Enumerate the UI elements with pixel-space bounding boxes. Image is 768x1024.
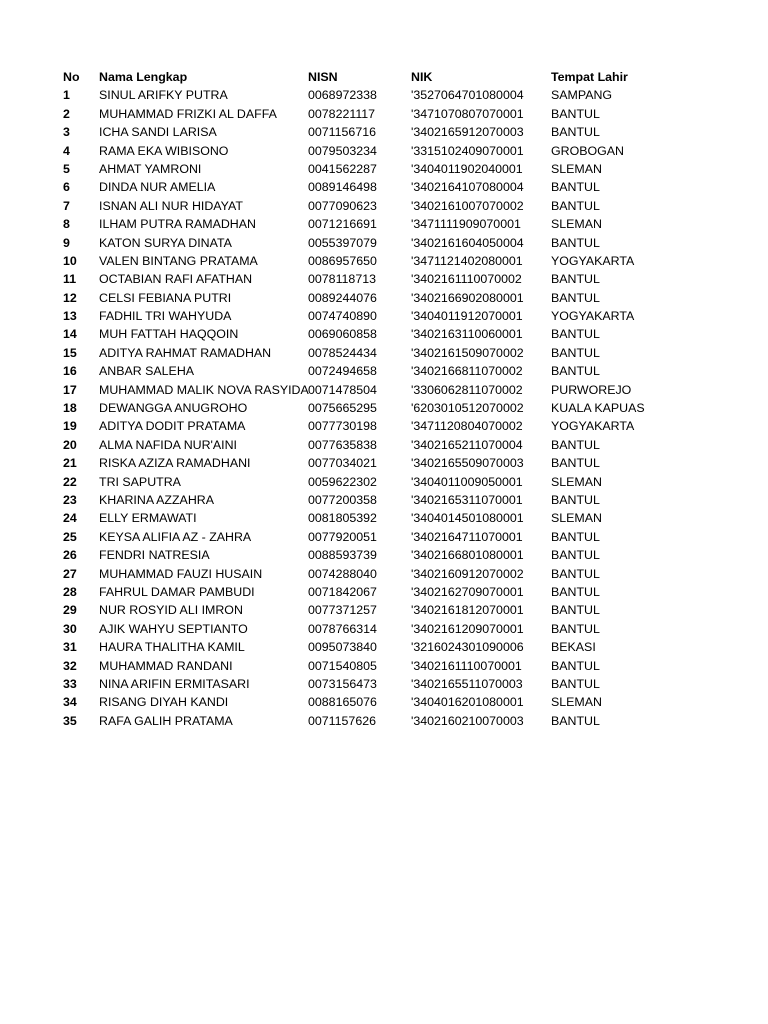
- cell-nik: '6203010512070002: [411, 401, 524, 416]
- cell-nisn: 0055397079: [308, 235, 377, 250]
- cell-nik: '3402165912070003: [411, 125, 524, 140]
- cell-nik: '3404011912070001: [411, 309, 523, 324]
- cell-tempat-lahir: GROBOGAN: [551, 143, 624, 158]
- cell-nisn: 0088593739: [308, 548, 377, 563]
- cell-no: 7: [63, 198, 70, 213]
- cell-nisn: 0077920051: [308, 529, 377, 544]
- table-row: [63, 601, 743, 619]
- table-row: [63, 307, 743, 325]
- cell-nama-lengkap: ADITYA RAHMAT RAMADHAN: [99, 345, 272, 360]
- cell-nisn: 0086957650: [308, 253, 377, 268]
- cell-no: 3: [63, 125, 70, 140]
- cell-nik: '3402161209070001: [411, 621, 524, 636]
- cell-nik: '3471111909070001: [411, 217, 521, 232]
- cell-nik: '3402165211070004: [411, 437, 523, 452]
- cell-nik: '3402160912070002: [411, 566, 524, 581]
- cell-tempat-lahir: BANTUL: [551, 492, 600, 507]
- cell-nik: '3402164711070001: [411, 529, 523, 544]
- cell-no: 17: [63, 382, 77, 397]
- cell-tempat-lahir: BANTUL: [551, 676, 600, 691]
- cell-nisn: 0073156473: [308, 676, 377, 691]
- cell-tempat-lahir: BANTUL: [551, 658, 600, 673]
- cell-no: 13: [63, 309, 77, 324]
- cell-tempat-lahir: SLEMAN: [551, 474, 602, 489]
- cell-tempat-lahir: BANTUL: [551, 106, 600, 121]
- cell-no: 33: [63, 676, 77, 691]
- cell-nama-lengkap: ILHAM PUTRA RAMADHAN: [99, 217, 256, 232]
- cell-nama-lengkap: FENDRI NATRESIA: [99, 548, 210, 563]
- table-row: [63, 583, 743, 601]
- cell-nisn: 0078766314: [308, 621, 377, 636]
- cell-no: 8: [63, 217, 70, 232]
- cell-nik: '3402163110060001: [411, 327, 523, 342]
- cell-nisn: 0071157626: [308, 713, 376, 728]
- cell-nik: '3306062811070002: [411, 382, 523, 397]
- cell-tempat-lahir: SLEMAN: [551, 511, 602, 526]
- cell-no: 4: [63, 143, 70, 158]
- cell-tempat-lahir: BANTUL: [551, 180, 600, 195]
- cell-nama-lengkap: ADITYA DODIT PRATAMA: [99, 419, 246, 434]
- cell-no: 28: [63, 584, 77, 599]
- cell-tempat-lahir: SAMPANG: [551, 88, 613, 103]
- table-row: [63, 381, 743, 399]
- cell-tempat-lahir: PURWOREJO: [551, 382, 632, 397]
- cell-nik: '3402166902080001: [411, 290, 524, 305]
- table-row: [63, 160, 743, 178]
- cell-tempat-lahir: BANTUL: [551, 125, 600, 140]
- cell-nama-lengkap: MUHAMMAD RANDANI: [99, 658, 233, 673]
- cell-nik: '3404014501080001: [411, 511, 524, 526]
- cell-tempat-lahir: YOGYAKARTA: [551, 419, 635, 434]
- cell-nama-lengkap: DEWANGGA ANUGROHO: [99, 401, 248, 416]
- cell-tempat-lahir: BANTUL: [551, 198, 600, 213]
- cell-nisn: 0068972338: [308, 88, 377, 103]
- cell-nisn: 0079503234: [308, 143, 377, 158]
- table-row: [63, 362, 743, 380]
- cell-no: 20: [63, 437, 77, 452]
- cell-no: 34: [63, 695, 77, 710]
- table-row: [63, 657, 743, 675]
- cell-no: 15: [63, 345, 77, 360]
- cell-nisn: 0071156716: [308, 125, 376, 140]
- header-nama-lengkap: Nama Lengkap: [99, 70, 188, 84]
- cell-nama-lengkap: RISANG DIYAH KANDI: [99, 695, 229, 710]
- cell-tempat-lahir: SLEMAN: [551, 695, 602, 710]
- cell-nik: '3402161110070002: [411, 272, 522, 287]
- cell-nisn: 0077090623: [308, 198, 377, 213]
- cell-nik: '3471070807070001: [411, 106, 524, 121]
- cell-nama-lengkap: OCTABIAN RAFI AFATHAN: [99, 272, 253, 287]
- cell-no: 10: [63, 253, 77, 268]
- cell-nama-lengkap: ANBAR SALEHA: [99, 364, 195, 379]
- cell-nama-lengkap: ICHA SANDI LARISA: [99, 125, 217, 140]
- table-row: [63, 142, 743, 160]
- cell-no: 35: [63, 713, 77, 728]
- table-row: [63, 417, 743, 435]
- cell-tempat-lahir: BANTUL: [551, 437, 600, 452]
- cell-nama-lengkap: DINDA NUR AMELIA: [99, 180, 216, 195]
- cell-nisn: 0069060858: [308, 327, 377, 342]
- cell-tempat-lahir: BANTUL: [551, 327, 600, 342]
- cell-nik: '3315102409070001: [411, 143, 524, 158]
- cell-no: 1: [63, 88, 70, 103]
- cell-nisn: 0089146498: [308, 180, 377, 195]
- cell-nama-lengkap: HAURA THALITHA KAMIL: [99, 640, 245, 655]
- cell-nik: '3402161509070002: [411, 345, 524, 360]
- header-nisn: NISN: [308, 70, 338, 84]
- cell-nama-lengkap: MUHAMMAD FRIZKI AL DAFFA: [99, 106, 277, 121]
- table-row: [63, 473, 743, 491]
- cell-no: 14: [63, 327, 77, 342]
- cell-tempat-lahir: BANTUL: [551, 603, 600, 618]
- cell-no: 22: [63, 474, 77, 489]
- cell-no: 24: [63, 511, 77, 526]
- cell-nisn: 0071842067: [308, 584, 377, 599]
- table-row: [63, 436, 743, 454]
- cell-tempat-lahir: BANTUL: [551, 345, 600, 360]
- table-row: [63, 565, 743, 583]
- cell-nisn: 0077635838: [308, 437, 377, 452]
- cell-nisn: 0071478504: [308, 382, 377, 397]
- table-header: [63, 68, 743, 86]
- cell-nisn: 0095073840: [308, 640, 377, 655]
- table-row: [63, 528, 743, 546]
- table-row: [63, 270, 743, 288]
- cell-nama-lengkap: VALEN BINTANG PRATAMA: [99, 253, 258, 268]
- cell-nik: '3402166801080001: [411, 548, 524, 563]
- cell-nik: '3402160210070003: [411, 713, 524, 728]
- cell-nik: '3404011009050001: [411, 474, 523, 489]
- cell-nisn: 0078118713: [308, 272, 376, 287]
- cell-nik: '3402165311070001: [411, 492, 523, 507]
- cell-nisn: 0071540805: [308, 658, 377, 673]
- student-table: [63, 68, 743, 730]
- cell-tempat-lahir: BEKASI: [551, 640, 596, 655]
- cell-tempat-lahir: BANTUL: [551, 456, 600, 471]
- cell-nik: '3402161007070002: [411, 198, 524, 213]
- cell-no: 25: [63, 529, 77, 544]
- cell-no: 12: [63, 290, 77, 305]
- cell-nama-lengkap: MUHAMMAD MALIK NOVA RASYIDA: [99, 382, 309, 397]
- cell-nama-lengkap: RAMA EKA WIBISONO: [99, 143, 229, 158]
- cell-no: 2: [63, 106, 70, 121]
- cell-nik: '3402164107080004: [411, 180, 524, 195]
- cell-tempat-lahir: BANTUL: [551, 272, 600, 287]
- cell-tempat-lahir: KUALA KAPUAS: [551, 401, 645, 416]
- table-row: [63, 86, 743, 104]
- cell-nama-lengkap: SINUL ARIFKY PUTRA: [99, 88, 228, 103]
- cell-nama-lengkap: FAHRUL DAMAR PAMBUDI: [99, 584, 255, 599]
- cell-nisn: 0078524434: [308, 345, 377, 360]
- cell-nik: '3402166811070002: [411, 364, 523, 379]
- table-row: [63, 252, 743, 270]
- cell-nisn: 0081805392: [308, 511, 377, 526]
- cell-nik: '3402162709070001: [411, 584, 524, 599]
- cell-tempat-lahir: BANTUL: [551, 584, 600, 599]
- cell-tempat-lahir: BANTUL: [551, 290, 600, 305]
- cell-nama-lengkap: KHARINA AZZAHRA: [99, 492, 214, 507]
- cell-no: 27: [63, 566, 77, 581]
- cell-no: 11: [63, 272, 77, 287]
- cell-nama-lengkap: FADHIL TRI WAHYUDA: [99, 309, 232, 324]
- cell-nisn: 0088165076: [308, 695, 377, 710]
- cell-nisn: 0074288040: [308, 566, 377, 581]
- table-row: [63, 712, 743, 730]
- cell-nama-lengkap: KATON SURYA DINATA: [99, 235, 232, 250]
- cell-nik: '3404016201080001: [411, 695, 524, 710]
- table-row: [63, 454, 743, 472]
- table-row: [63, 178, 743, 196]
- cell-nama-lengkap: NUR ROSYID ALI IMRON: [99, 603, 243, 618]
- cell-nama-lengkap: NINA ARIFIN ERMITASARI: [99, 676, 250, 691]
- cell-tempat-lahir: BANTUL: [551, 364, 600, 379]
- cell-no: 29: [63, 603, 77, 618]
- cell-tempat-lahir: BANTUL: [551, 621, 600, 636]
- table-row: [63, 693, 743, 711]
- table-row: [63, 325, 743, 343]
- cell-tempat-lahir: BANTUL: [551, 235, 600, 250]
- cell-nisn: 0077034021: [308, 456, 377, 471]
- cell-no: 9: [63, 235, 70, 250]
- header-no: No: [63, 70, 80, 84]
- cell-no: 5: [63, 161, 70, 176]
- table-row: [63, 675, 743, 693]
- header-nik: NIK: [411, 70, 433, 84]
- cell-no: 18: [63, 401, 77, 416]
- cell-tempat-lahir: BANTUL: [551, 548, 600, 563]
- cell-nik: '3402161604050004: [411, 235, 524, 250]
- cell-nisn: 0074740890: [308, 309, 377, 324]
- cell-nik: '3402161812070001: [411, 603, 524, 618]
- cell-nama-lengkap: TRI SAPUTRA: [99, 474, 181, 489]
- cell-nik: '3402165511070003: [411, 676, 523, 691]
- cell-nama-lengkap: ISNAN ALI NUR HIDAYAT: [99, 198, 243, 213]
- cell-nik: '3471121402080001: [411, 253, 523, 268]
- table-row: [63, 215, 743, 233]
- table-row: [63, 344, 743, 362]
- cell-nisn: 0077371257: [308, 603, 377, 618]
- table-row: [63, 289, 743, 307]
- cell-nama-lengkap: MUHAMMAD FAUZI HUSAIN: [99, 566, 263, 581]
- table-row: [63, 123, 743, 141]
- cell-no: 6: [63, 180, 70, 195]
- table-row: [63, 197, 743, 215]
- cell-nama-lengkap: CELSI FEBIANA PUTRI: [99, 290, 232, 305]
- cell-no: 31: [63, 640, 77, 655]
- cell-nisn: 0075665295: [308, 401, 377, 416]
- cell-nama-lengkap: MUH FATTAH HAQQOIN: [99, 327, 239, 342]
- cell-nik: '3216024301090006: [411, 640, 524, 655]
- cell-no: 26: [63, 548, 77, 563]
- cell-tempat-lahir: BANTUL: [551, 566, 600, 581]
- cell-nik: '3527064701080004: [411, 88, 524, 103]
- cell-no: 19: [63, 419, 77, 434]
- cell-nama-lengkap: KEYSA ALIFIA AZ - ZAHRA: [99, 529, 252, 544]
- cell-tempat-lahir: YOGYAKARTA: [551, 309, 635, 324]
- table-row: [63, 638, 743, 656]
- cell-nisn: 0078221117: [308, 106, 376, 121]
- table-row: [63, 620, 743, 638]
- cell-nama-lengkap: ELLY ERMAWATI: [99, 511, 197, 526]
- table-row: [63, 399, 743, 417]
- cell-nama-lengkap: AJIK WAHYU SEPTIANTO: [99, 621, 248, 636]
- table-row: [63, 234, 743, 252]
- cell-nisn: 0041562287: [308, 161, 377, 176]
- cell-nisn: 0077730198: [308, 419, 377, 434]
- cell-nama-lengkap: AHMAT YAMRONI: [99, 161, 202, 176]
- cell-no: 30: [63, 621, 77, 636]
- cell-nisn: 0071216691: [308, 217, 377, 232]
- cell-nisn: 0089244076: [308, 290, 377, 305]
- cell-nisn: 0077200358: [308, 492, 377, 507]
- cell-no: 16: [63, 364, 77, 379]
- cell-tempat-lahir: BANTUL: [551, 529, 600, 544]
- cell-nik: '3402165509070003: [411, 456, 524, 471]
- table-row: [63, 509, 743, 527]
- cell-nisn: 0072494658: [308, 364, 377, 379]
- cell-tempat-lahir: SLEMAN: [551, 161, 602, 176]
- cell-nik: '3402161110070001: [411, 658, 522, 673]
- cell-tempat-lahir: YOGYAKARTA: [551, 253, 635, 268]
- cell-tempat-lahir: BANTUL: [551, 713, 600, 728]
- table-body: [63, 86, 743, 730]
- cell-nama-lengkap: ALMA NAFIDA NUR'AINI: [99, 437, 238, 452]
- cell-nama-lengkap: RISKA AZIZA RAMADHANI: [99, 456, 251, 471]
- table-row: [63, 491, 743, 509]
- cell-nik: '3404011902040001: [411, 161, 523, 176]
- cell-nik: '3471120804070002: [411, 419, 523, 434]
- cell-nisn: 0059622302: [308, 474, 377, 489]
- header-tempat-lahir: Tempat Lahir: [551, 70, 628, 84]
- cell-no: 23: [63, 492, 77, 507]
- table-row: [63, 546, 743, 564]
- cell-nama-lengkap: RAFA GALIH PRATAMA: [99, 713, 233, 728]
- table-row: [63, 105, 743, 123]
- cell-no: 32: [63, 658, 77, 673]
- cell-tempat-lahir: SLEMAN: [551, 217, 602, 232]
- cell-no: 21: [63, 456, 77, 471]
